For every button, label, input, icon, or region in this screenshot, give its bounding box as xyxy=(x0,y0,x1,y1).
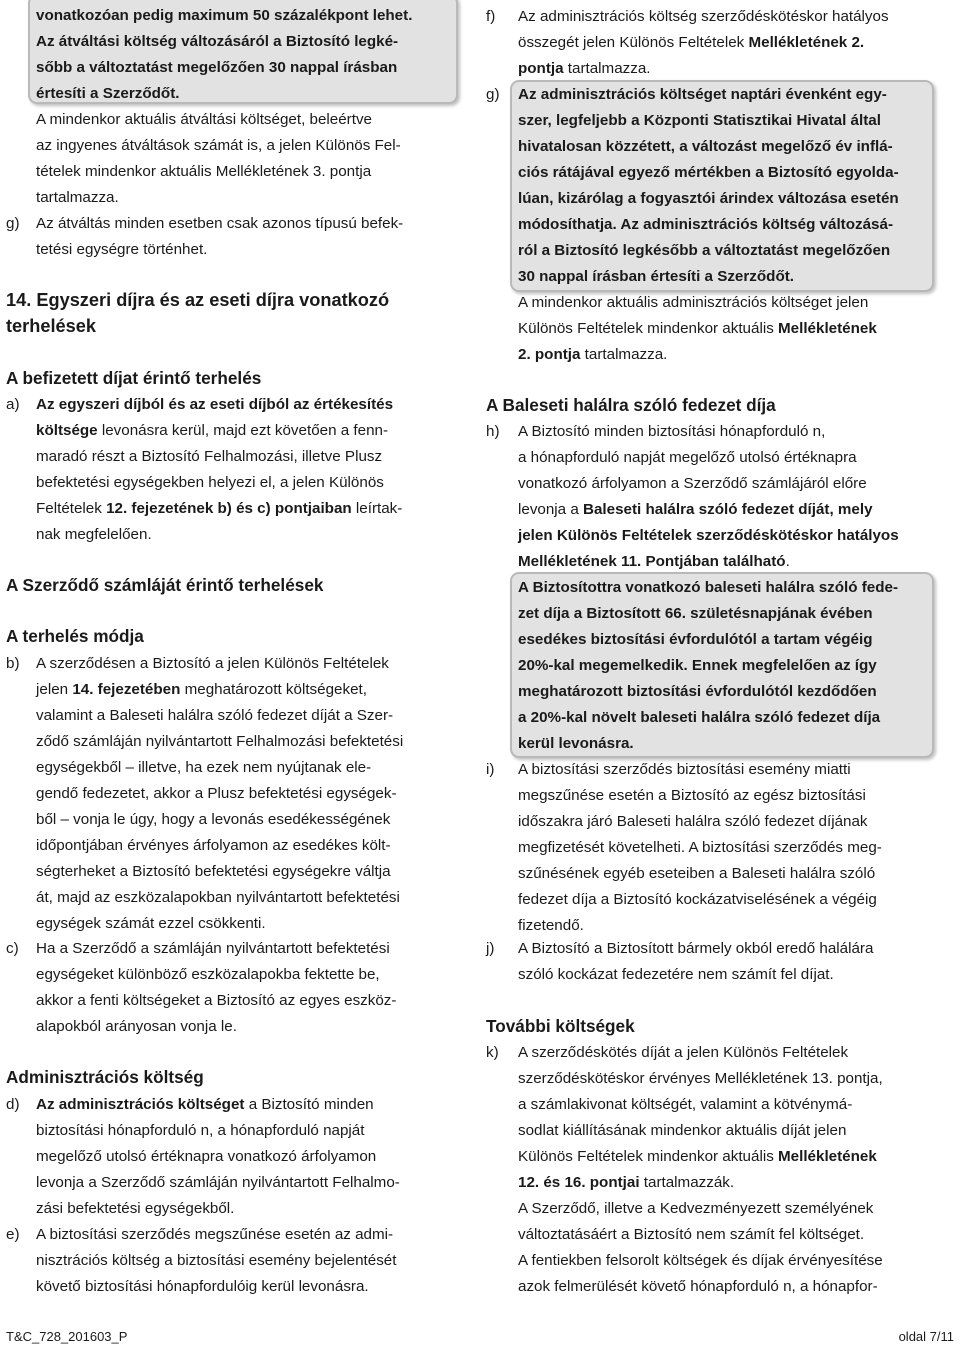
text-span: tartalmazza. xyxy=(580,346,668,363)
text-line: A Biztosítottra vonatkozó baleseti halálra szóló fede- xyxy=(518,579,899,596)
text-line: tetési egységre történhet. xyxy=(36,241,208,258)
text-line xyxy=(36,677,367,703)
text-span: tartalmazza. xyxy=(563,60,651,77)
text-line: időszakra járó Baleseti halálra szóló fedezet díjának xyxy=(518,813,868,830)
text-line: hivatalosan közzétett, a változást megelőző év inflá- xyxy=(518,138,893,155)
heading-tovabbi: További költségek xyxy=(486,1016,635,1036)
text-line: egységeket különböző eszközalapokba fektette be, xyxy=(36,966,380,983)
text-line: alapokból arányosan vonja le. xyxy=(36,1018,237,1035)
text-line: fedezet díja a Biztosító kockázatviselésének a végéig xyxy=(518,891,877,908)
text-line: a számlakivonat költségét, valamint a kötvénymá- xyxy=(518,1096,853,1113)
text-span: Feltételek xyxy=(36,500,107,517)
text-line xyxy=(36,418,388,444)
text-line: A Szerződő, illetve a Kedvezményezett személyének xyxy=(518,1200,874,1217)
text-line: Az adminisztrációs költséget naptári évenként egy- xyxy=(518,86,887,103)
heading-terheles-modja: A terhelés módja xyxy=(6,626,144,646)
text-bold: Mellékletének 2. xyxy=(748,34,865,51)
item-letter: c) xyxy=(6,940,19,957)
text-bold: Mellékletének xyxy=(778,320,877,337)
text-span: levonásra kerül, majd ezt követően a fenn- xyxy=(97,422,389,439)
footer-doc-code: T&C_728_201603_P xyxy=(6,1329,128,1344)
text-line: kerül levonásra. xyxy=(518,735,634,752)
heading-szamla: A Szerződő számláját érintő terhelések xyxy=(6,575,324,595)
text-line: változtatásáért a Biztosító nem számít fel költséget. xyxy=(518,1226,865,1243)
text-line: egységekből – illetve, ha ezek nem nyújtanak ele- xyxy=(36,759,372,776)
text-line: levonja a Szerződő számláján nyilvántartott Felhalmo- xyxy=(36,1174,400,1191)
text-bold: Baleseti halálra szóló fedezet díját, mely xyxy=(583,501,873,518)
text-line xyxy=(518,1170,734,1196)
text-span: jelen xyxy=(36,681,73,698)
text-line: ciós rátájával egyező mértékben a Biztosító egyolda- xyxy=(518,164,899,181)
text-line: a 20%-kal növelt baleseti halálra szóló fedezet díja xyxy=(518,709,881,726)
text-line: sodlat kiállításának mindenkor aktuális díját jelen xyxy=(518,1122,847,1139)
text-span: a Biztosító minden xyxy=(244,1096,374,1113)
text-line: meghatározott biztosítási évfordulótól kezdődően xyxy=(518,683,877,700)
text-span: Különös Feltételek mindenkor aktuális xyxy=(518,320,779,337)
item-letter: b) xyxy=(6,655,20,672)
item-letter: i) xyxy=(486,761,495,778)
text-line: maradó részt a Biztosító Felhalmozási, illetve Plusz xyxy=(36,448,383,465)
text-line: szűnésének egyéb eseteiben a Baleseti halálra szóló xyxy=(518,865,876,882)
text-line: A biztosítási szerződés megszűnése esetén az admi- xyxy=(36,1226,394,1243)
item-letter: f) xyxy=(486,8,496,25)
heading-befizetett: A befizetett díjat érintő terhelés xyxy=(6,368,262,388)
section-14-title: 14. Egyszeri díjra és az eseti díjra vonatkozó xyxy=(6,290,390,310)
text-span: Különös Feltételek mindenkor aktuális xyxy=(518,1148,779,1165)
text-line: zási befektetési egységekből. xyxy=(36,1200,235,1217)
text-line: biztosítási hónapforduló n, a hónapforduló napját xyxy=(36,1122,365,1139)
heading-admin: Adminisztrációs költség xyxy=(6,1067,204,1087)
text-line: megszűnése esetén a Biztosító az egész biztosítási xyxy=(518,787,866,804)
text-line: ből – vonja le úgy, hogy a levonás esedékességének xyxy=(36,811,391,828)
text-line: azok felmerülését követő hónapforduló n, a hónapfor- xyxy=(518,1278,878,1295)
text-line: nisztrációs költség a biztosítási esemény bejelentését xyxy=(36,1252,397,1269)
text-bold: költsége xyxy=(36,422,98,439)
text-line: Az átváltás minden esetben csak azonos típusú befek- xyxy=(36,215,404,232)
text-bold: pontja xyxy=(518,60,564,77)
text-line: nak megfelelően. xyxy=(36,526,152,543)
text-line: akkor a fenti költségeket a Biztosító az egyes eszköz- xyxy=(36,992,397,1009)
text-line: fizetendő. xyxy=(518,917,584,934)
text-line: időpontjában érvényes árfolyamon az esedékes költ- xyxy=(36,837,391,854)
text-line: vonatkozó árfolyamon a Szerződő számlájáról előre xyxy=(518,475,867,492)
text-bold: 14. fejezetében xyxy=(72,681,181,698)
text-span: levonja a xyxy=(518,501,584,518)
text-line: A fentiekben felsorolt költségek és díjak érvényesítése xyxy=(518,1252,883,1269)
item-letter: e) xyxy=(6,1226,20,1243)
text-line: módosíthatja. Az adminisztrációs költség változásá- xyxy=(518,216,894,233)
text-line: A Biztosító a Biztosított bármely okból eredő halálára xyxy=(518,940,874,957)
text-line: szóló kockázat fedezetére nem számít fel díjat. xyxy=(518,966,834,983)
text-line: ződő számláján nyilvántartott Felhalmozási befektetési xyxy=(36,733,404,750)
item-letter: k) xyxy=(486,1044,499,1061)
text-line: esedékes biztosítási évfordulótól a tartam végéig xyxy=(518,631,873,648)
text-line: szer, legfeljebb a Központi Statisztikai Hivatal által xyxy=(518,112,881,129)
item-letter: g) xyxy=(486,86,500,103)
text-line: ról a Biztosító legkésőbb a változtatást megelőzően xyxy=(518,242,891,259)
text-line xyxy=(518,30,864,56)
text-line: Az átváltási költség változásáról a Biztosító legké- xyxy=(36,33,399,50)
text-line: A mindenkor aktuális átváltási költséget, beleértve xyxy=(36,111,372,128)
text-line: szerződéskötéskor érvényes Mellékletének 13. pontja, xyxy=(518,1070,883,1087)
text-line: valamint a Baleseti halálra szóló fedezet díját a Szer- xyxy=(36,707,394,724)
text-line: A szerződésen a Biztosító a jelen Különös Feltételek xyxy=(36,655,389,672)
text-line: egységek számát ezzel csökkenti. xyxy=(36,915,266,932)
text-bold: 2. pontja xyxy=(518,346,581,363)
footer-page-number: oldal 7/11 xyxy=(898,1329,954,1344)
text-line: jelen Különös Feltételek szerződéskötéskor hatályos xyxy=(518,527,899,544)
item-letter: j) xyxy=(486,940,495,957)
text-span: leírtak- xyxy=(351,500,403,517)
text-line xyxy=(518,56,651,82)
text-line xyxy=(518,497,873,523)
text-line: 20%-kal megemelkedik. Ennek megfelelően az így xyxy=(518,657,877,674)
text-span: összegét jelen Különös Feltételek xyxy=(518,34,749,51)
text-line: Ha a Szerződő a számláján nyilvántartott befektetési xyxy=(36,940,390,957)
text-line: követő biztosítási hónapfordulóig kerül levonásra. xyxy=(36,1278,369,1295)
text-line: gendő fedezetet, akkor a Plusz befektetési egységek- xyxy=(36,785,397,802)
text-line: tartalmazza. xyxy=(36,189,119,206)
text-line: megfizetését követelheti. A biztosítási szerződés meg- xyxy=(518,839,882,856)
text-line xyxy=(36,496,402,522)
text-line: át, majd az eszközalapokban nyilvántartott befektetési xyxy=(36,889,400,906)
item-letter: a) xyxy=(6,396,20,413)
text-line: értesíti a Szerződőt. xyxy=(36,85,180,102)
text-span: . xyxy=(785,553,790,570)
text-line: befektetési egységekben helyezi el, a jelen Különös xyxy=(36,474,384,491)
text-line: A Biztosító minden biztosítási hónapforduló n, xyxy=(518,423,826,440)
text-line xyxy=(518,316,877,342)
text-line: A szerződéskötés díját a jelen Különös Feltételek xyxy=(518,1044,849,1061)
item-letter: g) xyxy=(6,215,20,232)
text-line: Az egyszeri díjból és az eseti díjból az értékesítés xyxy=(36,396,394,413)
text-line: a hónapforduló napját megelőző utolsó értéknapra xyxy=(518,449,857,466)
text-bold: Az adminisztrációs költséget xyxy=(36,1096,245,1113)
text-line: ségterheket a Biztosító befektetési egységekre váltja xyxy=(36,863,391,880)
text-line: zet díja a Biztosított 66. születésnapjának évében xyxy=(518,605,873,622)
text-bold: 12. fejezetének b) és c) pontjaiban xyxy=(106,500,352,517)
text-line: az ingyenes átváltások számát is, a jelen Különös Fel- xyxy=(36,137,401,154)
item-letter: h) xyxy=(486,423,500,440)
text-bold: Mellékletének 11. Pontjában található xyxy=(518,553,786,570)
text-line xyxy=(518,1144,877,1170)
text-line: A mindenkor aktuális adminisztrációs költséget jelen xyxy=(518,294,869,311)
text-line: Az adminisztrációs költség szerződéskötéskor hatályos xyxy=(518,8,889,25)
text-line xyxy=(36,1092,374,1118)
text-line xyxy=(518,342,667,368)
text-line: 30 nappal írásban értesíti a Szerződőt. xyxy=(518,268,794,285)
text-bold: Mellékletének xyxy=(778,1148,877,1165)
text-line: A biztosítási szerződés biztosítási esemény miatti xyxy=(518,761,851,778)
text-line: sőbb a változtatást megelőzően 30 nappal írásban xyxy=(36,59,398,76)
item-letter: d) xyxy=(6,1096,20,1113)
text-line: lúan, kizárólag a fogyasztói árindex változása esetén xyxy=(518,190,899,207)
text-span: tartalmazzák. xyxy=(639,1174,735,1191)
text-line: tételek mindenkor aktuális Mellékletének 3. pontja xyxy=(36,163,372,180)
text-line: megelőző utolsó értéknapra vonatkozó árfolyamon xyxy=(36,1148,377,1165)
text-line: vonatkozóan pedig maximum 50 százalékpont lehet. xyxy=(36,7,413,24)
text-bold: 12. és 16. pontjai xyxy=(518,1174,640,1191)
section-14-title: terhelések xyxy=(6,316,96,336)
text-span: meghatározott költségeket, xyxy=(180,681,367,698)
heading-baleseti: A Baleseti halálra szóló fedezet díja xyxy=(486,395,776,415)
